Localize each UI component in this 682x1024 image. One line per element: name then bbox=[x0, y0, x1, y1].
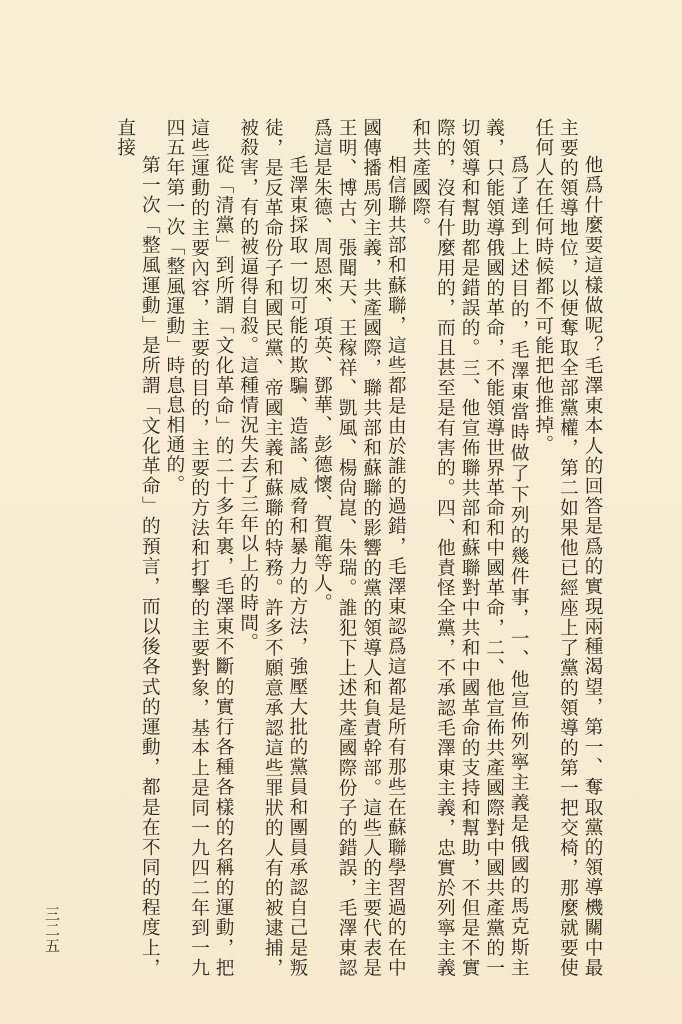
paragraph-4: 毛澤東採取一切可能的欺騙、造謠、威脅和暴力的方法，強壓大批的黨員和團員承認自己是叛徒，是反革命份子和國民黨、帝國主義和蘇聯的特務。許多不願意承認這些罪狀的人有的被逮捕，被殺害，有的被逼得自殺。這種情況失去了三年以上的時間。 bbox=[237, 118, 308, 978]
paragraph-1: 他爲什麼要這樣做呢？毛澤東本人的回答是爲的實現兩種渴望，第一、奪取黨的領導機關中最主要的領導地位，以便奪取全部黨權，第二如果他已經座上了黨的領導的第一把交椅，那麼就要使任何人在任何時候都不可能把他推掉。 bbox=[532, 118, 603, 978]
paragraph-5: 從「清黨」到所謂「文化革命」的二十多年裏，毛澤東不斷的實行各種各樣的名稱的運動，把這些運動的主要內容，主要的目的，主要的方法和打擊的主要對象，基本上是同一九四二年到一九四五年第一次「整風運動」時息息相通的。 bbox=[163, 118, 235, 978]
body-text bbox=[112, 118, 604, 978]
paragraph-6: 第一次「整風運動」是所謂「文化革命」的預言，而以後各式的運動，都是在不同的程度上，直接 bbox=[114, 118, 161, 978]
page-number: 三二五 bbox=[43, 906, 61, 954]
paragraph-2: 爲了達到上述目的，毛澤東當時做了下列的幾件事，一、他宣佈列寧主義是俄國的馬克斯主義，只能領導俄國的革命，不能領導世界革命和中國革命，二、他宣佈共產國際對中國共產黨的一切領導和幫助都是錯誤的。三、他宣佈聯共部和蘇聯對中共和中國革命的支持和幫助，不但是不實際的，沒有什麼用的，而且甚至是有害的。四、他責怪全黨，不承認毛澤東主義，忠實於列寧主義和共產國際。 bbox=[409, 118, 530, 978]
paragraph-3: 相信聯共部和蘇聯，這些都是由於誰的過錯，毛澤東認爲這都是所有那些在蘇聯學習過的在中國傳播馬列主義，共產國際，聯共部和蘇聯的影響的黨的領導人和負責幹部。這些人的主要代表是王明、博古、張聞天、王稼祥、凱風、楊尙崑、朱瑞。誰犯下上述共產國際份子的錯誤，毛澤東認爲這是朱德、周恩來、項英、鄧華、彭德懷、賀龍等人。 bbox=[311, 118, 407, 978]
